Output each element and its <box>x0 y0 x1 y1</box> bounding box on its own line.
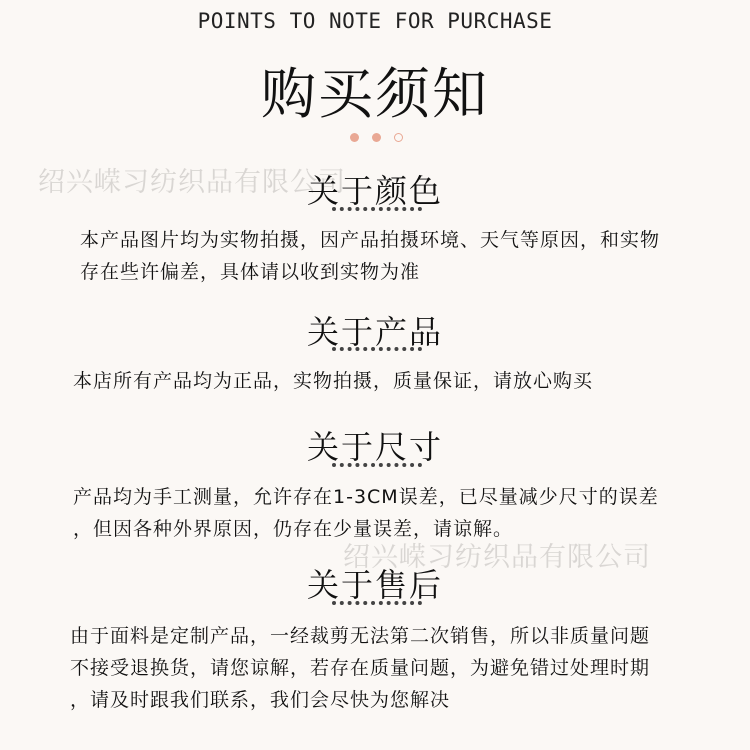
text-line: 存在些许偏差，具体请以收到实物为准 <box>80 261 421 283</box>
text-line: ，请及时跟我们联系，我们会尽快为您解决 <box>70 689 451 711</box>
section-divider <box>332 601 422 605</box>
section-title-aftersale: 关于售后 <box>306 566 443 604</box>
section-divider <box>332 463 422 467</box>
decorative-dots <box>350 133 403 142</box>
section-title-color: 关于颜色 <box>306 172 443 210</box>
section-product-text <box>73 365 593 397</box>
text-line: 本店所有产品均为正品，实物拍摄，质量保证，请放心购买 <box>73 370 594 392</box>
section-divider <box>332 207 422 211</box>
dot-filled <box>372 133 381 142</box>
header-title-en: POINTS TO NOTE FOR PURCHASE <box>197 9 553 33</box>
dot-hollow <box>394 133 403 142</box>
watermark-bottom: 绍兴嵘习纺织品有限公司 <box>343 542 651 573</box>
section-title-product: 关于产品 <box>306 313 443 351</box>
section-color-text <box>80 224 660 288</box>
text-line: 不接受退换货，请您谅解，若存在质量问题，为避免错过处理时期 <box>70 657 651 679</box>
section-title-size: 关于尺寸 <box>306 428 443 466</box>
header-title-cn: 购买须知 <box>260 62 489 126</box>
dot-filled <box>350 133 359 142</box>
text-line: 本产品图片均为实物拍摄，因产品拍摄环境、天气等原因，和实物 <box>80 229 661 251</box>
section-size-text <box>73 481 659 545</box>
section-aftersale-text <box>70 620 650 716</box>
text-line: 由于面料是定制产品，一经裁剪无法第二次销售，所以非质量问题 <box>70 625 651 647</box>
text-line: ，但因各种外界原因，仍存在少量误差，请谅解。 <box>73 518 514 540</box>
watermark-top: 绍兴嵘习纺织品有限公司 <box>38 167 346 198</box>
section-divider <box>332 347 422 351</box>
text-line: 产品均为手工测量，允许存在1-3CM误差，已尽量减少尺寸的误差 <box>73 486 659 508</box>
